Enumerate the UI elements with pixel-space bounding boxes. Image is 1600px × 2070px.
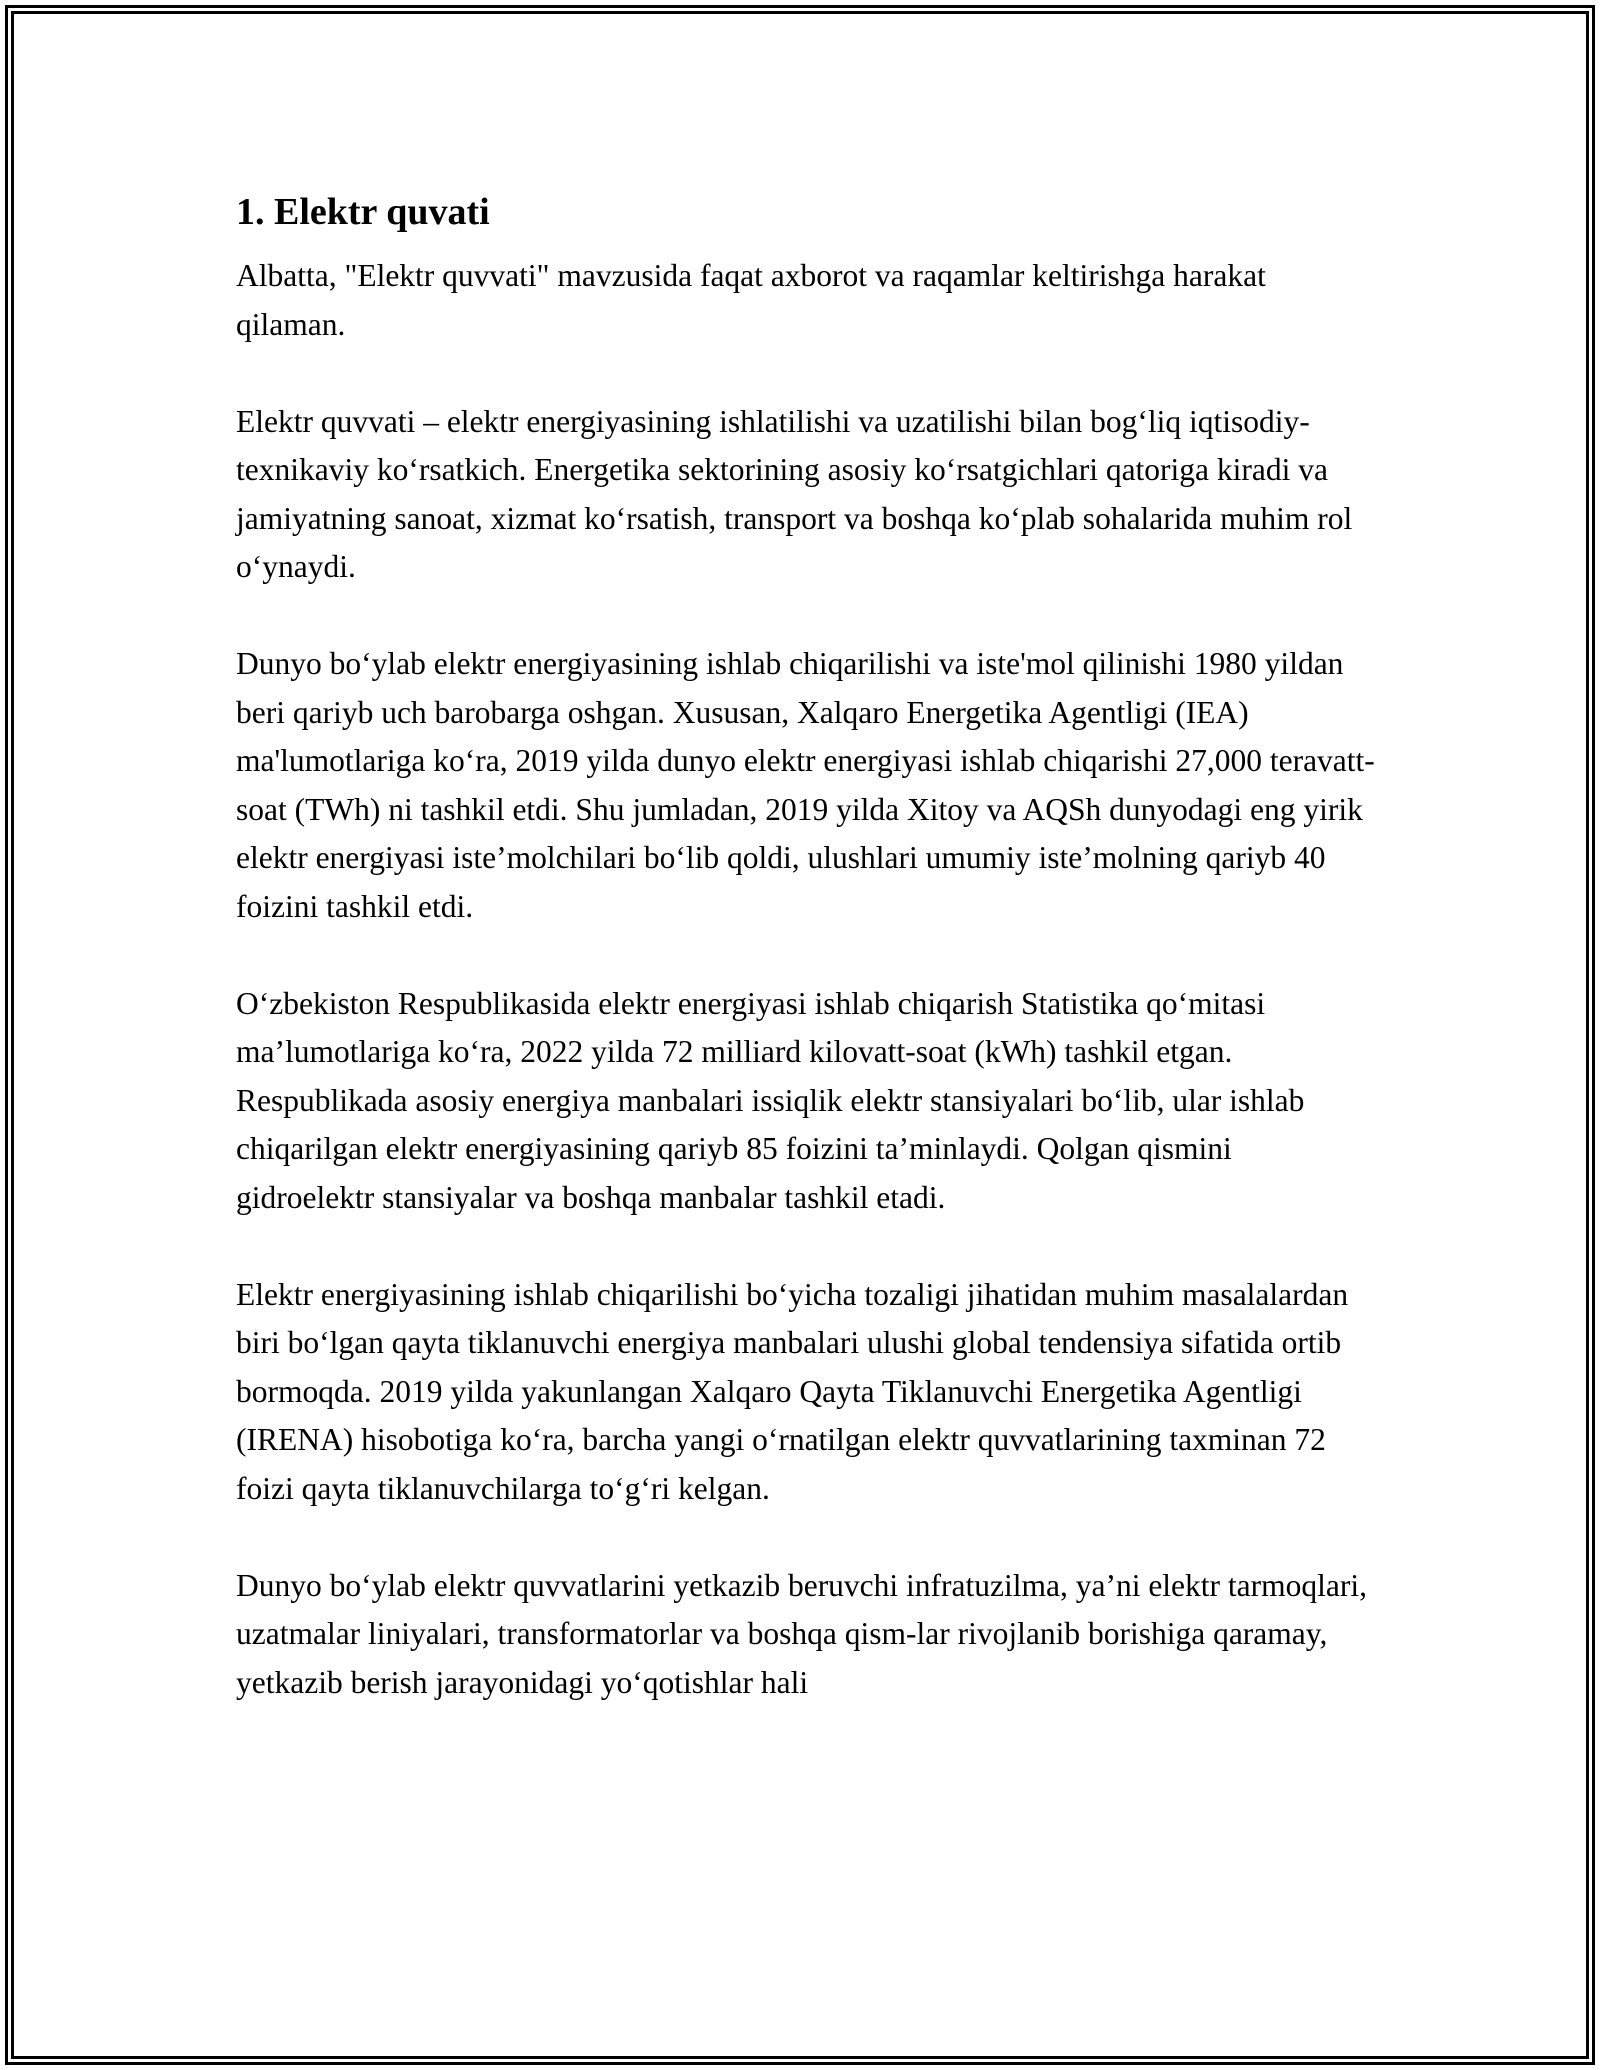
paragraph-definition: Elektr quvvati – elektr energiyasining ishlatilishi va uzatilishi bilan bog‘liq iqtisodiy-texnikaviy ko‘rsatkich. Energetika sektorining asosiy ko‘rsatgichlari qatoriga kiradi va jamiyatning sanoat, xizmat ko‘rsatish, transport va boshqa ko‘plab sohalarida muhim rol o‘ynaydi. bbox=[236, 403, 1353, 584]
paragraph-intro: Albatta, "Elektr quvvati" mavzusida faqat axborot va raqamlar keltirishga harakat qilaman. bbox=[236, 258, 1266, 342]
document-title: 1. Elektr quvati bbox=[236, 191, 490, 233]
document-body bbox=[236, 188, 1376, 1756]
paragraph-infrastructure: Dunyo bo‘ylab elektr quvvatlarini yetkazib beruvchi infratuzilma, ya’ni elektr tarmoqlari, uzatmalar liniyalari, transformatorlar va boshqa qism-lar rivojlanib borishiga qaramay, yetkazib berish jarayonidagi yo‘qotishlar hali bbox=[236, 1567, 1367, 1700]
paragraph-uzbekistan: O‘zbekiston Respublikasida elektr energiyasi ishlab chiqarish Statistika qo‘mitasi ma’lumotlariga ko‘ra, 2022 yilda 72 milliard kilovatt-soat (kWh) tashkil etgan. Respublikada asosiy energiya manbalari issiqlik elektr stansiyalari bo‘lib, ular ishlab chiqarilgan elektr energiyasining qariyb 85 foizini ta’minlaydi. Qolgan qismini gidroelektr stansiyalar va boshqa manbalar tashkil etadi. bbox=[236, 985, 1305, 1215]
paragraph-world-production: Dunyo bo‘ylab elektr energiyasining ishlab chiqarilishi va iste'mol qilinishi 1980 yildan beri qariyb uch barobarga oshgan. Xususan, Xalqaro Energetika Agentligi (IEA) ma'lumotlariga ko‘ra, 2019 yilda dunyo elektr energiyasi ishlab chiqarishi 27,000 teravatt-soat (TWh) ni tashkil etdi. Shu jumladan, 2019 yilda Xitoy va AQSh dunyodagi eng yirik elektr energiyasi iste’molchilari bo‘lib qoldi, ulushlari umumiy iste’molning qariyb 40 foizini tashkil etdi. bbox=[236, 646, 1375, 924]
paragraph-renewables: Elektr energiyasining ishlab chiqarilishi bo‘yicha tozaligi jihatidan muhim masalalardan biri bo‘lgan qayta tiklanuvchi energiya manbalari ulushi global tendensiya sifatida ortib bormoqda. 2019 yilda yakunlangan Xalqaro Qayta Tiklanuvchi Energetika Agentligi (IRENA) hisobotiga ko‘ra, barcha yangi o‘rnatilgan elektr quvvatlarining taxminan 72 foizi qayta tiklanuvchilarga to‘g‘ri kelgan. bbox=[236, 1276, 1349, 1506]
